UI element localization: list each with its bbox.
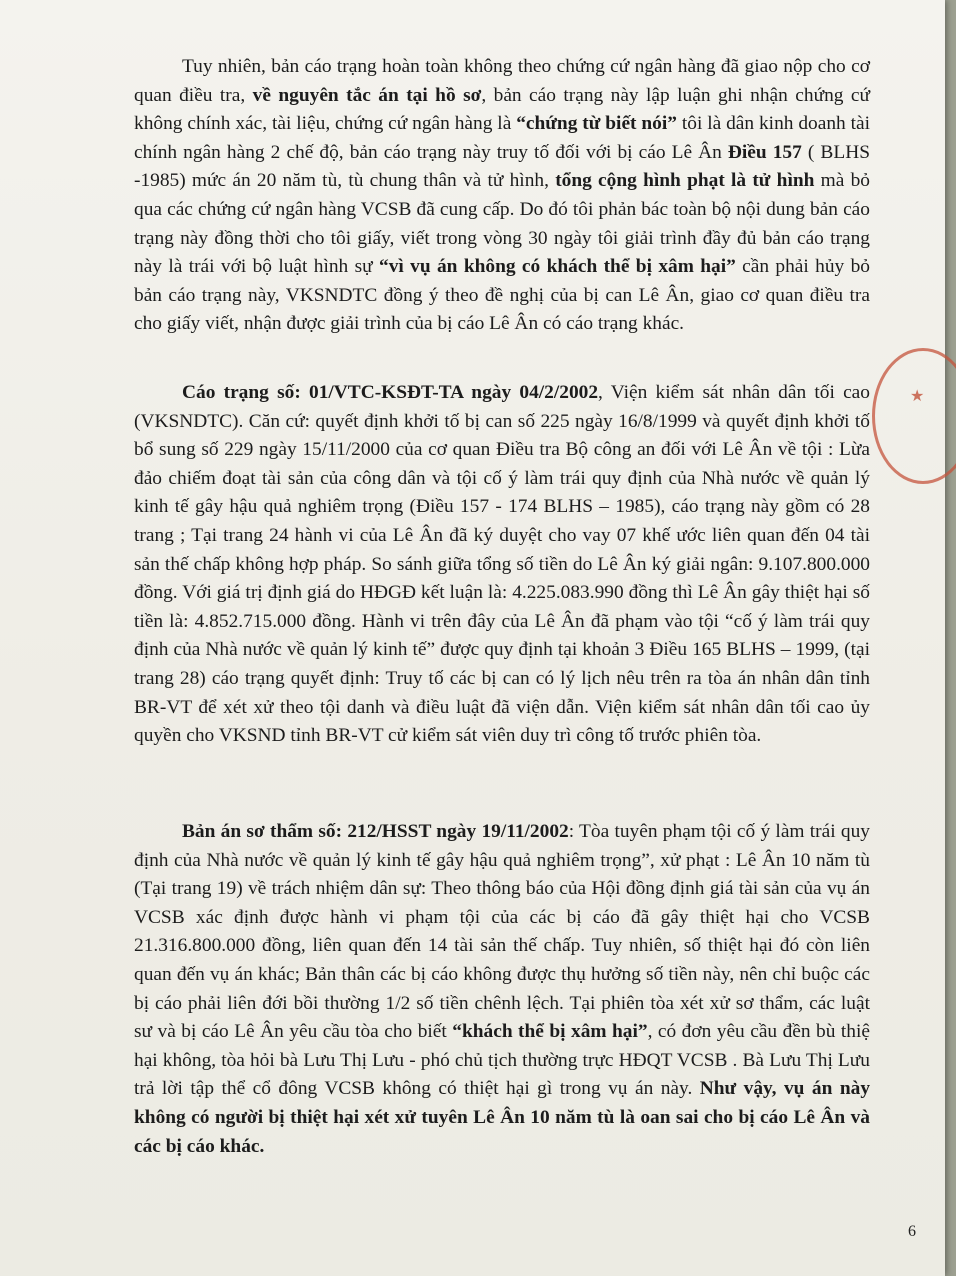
text-run: , có đơn yêu cầu đền bù thiệ hại không, tòa hỏi bà Lưu Thị Lưu - phó chủ tịch thường trực HĐQT VCSB . Bà Lưu Thị Lưu trả lời tập thể cổ đông VCSB không có thiệt hại gì trong vụ án này. [134,1021,870,1100]
bold-run: về nguyên tắc án tại hồ sơ [252,84,482,106]
bold-run: “chứng từ biết nói” [516,113,677,135]
bold-run: “vì vụ án không có khách thể bị xâm hại” [379,256,736,278]
text-run: ( BLHS -1985) mức án 20 năm tù, tù chung thân và tử hình, [134,141,870,192]
star-icon: ★ [910,388,925,405]
page-number: 6 [908,1223,916,1240]
text-run: : Tòa tuyên phạm tội cố ý làm trái quy định của Nhà nước về quản lý kinh tế gây hậu quả nghiêm trọng”, xử phạt : Lê Ân 10 năm tù (Tại trang 19) về trách nhiệm dân sự: Theo thông báo của Hội đồng định giá tài sản của vụ án VCSB xác định được hành vi phạm tội của các bị cáo đã gây thiệt hại cho VCSB 21.316.800.000 đồng, liên quan đến 14 tài sản thế chấp. Tuy nhiên, số thiệt hại đó còn liên quan đến vụ án khác; Bản thân các bị cáo không được thụ hưởng số tiền này, nên chỉ buộc các bị cáo phải liên đới bồi thường 1/2 số tiền chênh lệch. Tại phiên tòa xét xử sơ thẩm, các luật sư và bị cáo Lê Ân yêu cầu tòa cho biết [134,821,870,1043]
bold-run: tổng cộng hình phạt là tử hình [555,170,815,192]
paragraph-first-instance-verdict [134,818,870,1161]
paragraph-indictment-details [134,379,870,751]
bold-run: Như vậy, vụ án này không có người bị thiệt hại xét xử tuyên Lê Ân 10 năm tù là oan sai cho bị cáo Lê Ân và các bị cáo khác. [134,1078,871,1157]
bold-run: Cáo trạng số: 01/VTC-KSĐT-TA ngày 04/2/2002 [182,382,599,403]
text-run: tôi là dân kinh doanh tài chính ngân hàng 2 chế độ, bản cáo trạng này truy tố đối với bị cáo Lê Ân [134,113,870,163]
bold-run: Điều 157 [727,141,802,163]
text-run: mà bỏ qua các chứng cứ ngân hàng VCSB đã cung cấp. Do đó tôi phản bác toàn bộ nội dung bản cáo trạng này đồng thời cho tôi giấy, viết trong vòng 30 ngày tôi giải trình đầy đủ bản cáo trạng này là trái với bộ luật hình sự [134,170,871,278]
paragraph-indictment-rebuttal [134,53,870,339]
text-run: , Viện kiểm sát nhân dân tối cao (VKSNDTC). Căn cứ: quyết định khởi tố bị can số 225 ngày 16/8/1999 và quyết định khởi tố bổ sung số 229 ngày 15/11/2000 của cơ quan Điều tra Bộ công an đối với Lê Ân về tội : Lừa đảo chiếm đoạt tài sản của công dân và tội cố ý làm trái quy định của Nhà nước về quản lý kinh tế gây hậu quả nghiêm trọng (Điều 157 - 174 BLHS – 1985), cáo trạng này gồm có 28 trang ; Tại trang 24 hành vi của Lê Ân đã ký duyệt cho vay 07 khế ước liên quan đến 04 tài sản thế chấp không hợp pháp. So sánh giữa tổng số tiền do Lê Ân ký giải ngân: 9.107.800.000 đồng. Với giá trị định giá do HĐGĐ kết luận là: 4.225.083.990 đồng thì Lê Ân gây thiệt hại số tiền là: 4.852.715.000 đồng. Hành vi trên đây của Lê Ân đã phạm vào tội “cố ý làm trái quy định của Nhà nước về quản lý kinh tế” được quy định tại khoản 3 Điều 165 BLHS – 1999, (tại trang 28) cáo trạng quyết định: Truy tố các bị can có lý lịch nêu trên ra tòa án nhân dân tỉnh BR-VT để xét xử theo tội danh và điều luật đã viện dẫn. Viện kiểm sát nhân dân tối cao ủy quyền cho VKSND tỉnh BR-VT cử kiểm sát viên duy trì công tố trước phiên tòa. [134,382,870,747]
bold-run: Bản án sơ thẩm số: 212/HSST ngày 19/11/2002 [182,821,569,842]
text-run: Tuy nhiên, bản cáo trạng hoàn toàn không theo chứng cứ ngân hàng đã giao nộp cho cơ quan điều tra, [134,56,870,106]
text-run: , bản cáo trạng này lập luận ghi nhận chứng cứ không chính xác, tài liệu, chứng cứ ngân hàng là [134,84,871,135]
bold-run: “khách thể bị xâm hại” [452,1021,648,1043]
text-run: cần phải hủy bỏ bản cáo trạng này, VKSNDTC đồng ý theo đề nghị của bị can Lê Ân, giao cơ quan điều tra cho giấy viết, nhận được giải trình của bị cáo Lê Ân có cáo trạng khác. [134,256,870,335]
